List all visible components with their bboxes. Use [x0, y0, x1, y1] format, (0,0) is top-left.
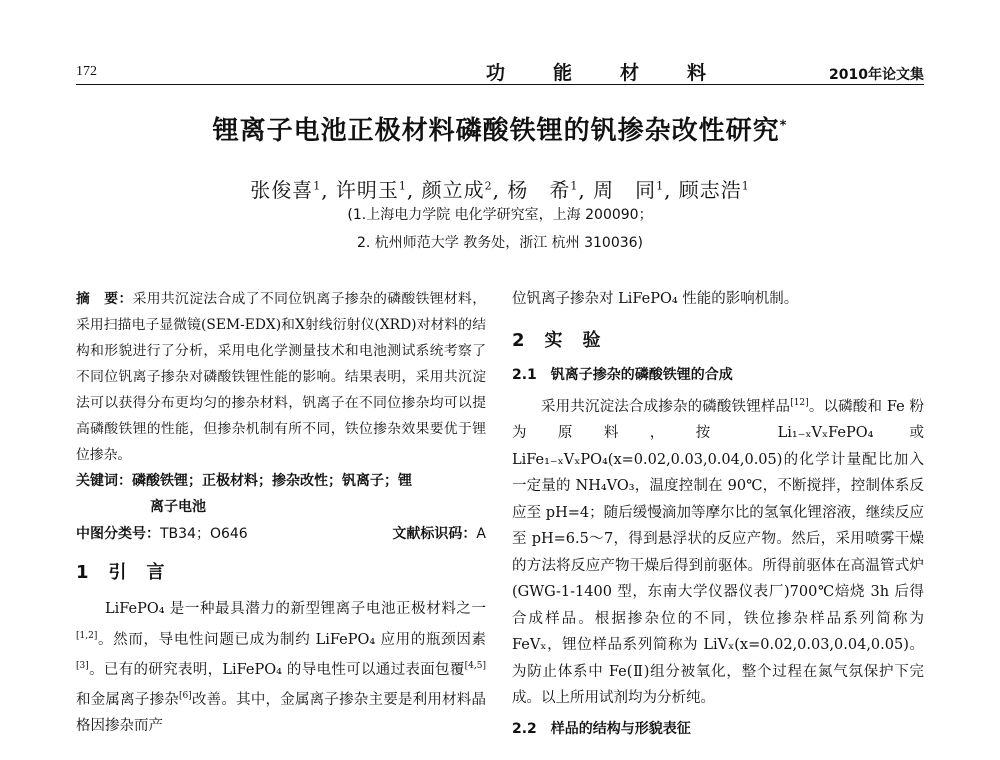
- keywords-line-2: 离子电池: [150, 499, 206, 515]
- keywords: [76, 468, 486, 520]
- author: 周 同$^1$: [593, 178, 665, 202]
- header-rule: [76, 84, 924, 85]
- subsection-2-1-heading: 2.1 钒离子掺杂的磷酸铁锂的合成: [512, 367, 733, 383]
- page-header: [76, 58, 924, 86]
- keywords-label: 关键词：: [76, 473, 132, 489]
- author-list: 张俊喜$^1$, 许明玉$^1$, 颜立成$^2$, 杨 希$^1$, 周 同$^1$, 顾志浩$^1$: [250, 178, 750, 202]
- intro-paragraph: LiFePO₄ 是一种最具潜力的新型锂离子电池正极材料之一[1,2]。然而，导电性问题已成为制约 LiFePO₄ 应用的瓶颈因素[3]。已有的研究表明，LiFePO₄ 的导电性可以通过表面包覆[4,5]和金属离子掺杂[6]改善。其中，金属离子掺杂主要是利用材料晶格因掺杂而产: [76, 601, 487, 735]
- author: 张俊喜$^1$: [250, 178, 322, 202]
- doc-code-label: 文献标识码：: [392, 526, 477, 542]
- clc-label: 中图分类号：: [76, 526, 160, 542]
- author: 颜立成$^2$: [421, 178, 493, 202]
- year-label: 2010年论文集: [829, 67, 924, 83]
- page-number: 172: [76, 64, 97, 79]
- abstract-label: 摘 要：: [76, 291, 133, 307]
- classification: [76, 520, 486, 548]
- paper-title: [0, 110, 1000, 147]
- section-2-heading: 2 实 验: [512, 330, 602, 351]
- journal-name: 功能材料: [486, 62, 755, 84]
- title-text: 锂离子电池正极材料磷酸铁锂的钒掺杂改性研究: [212, 116, 780, 146]
- author: 杨 希$^1$: [507, 178, 579, 202]
- affiliation-1: (1.上海电力学院 电化学研究室，上海 200090；: [347, 207, 653, 223]
- doc-code-value: A: [476, 526, 486, 542]
- carry-over-text: 位钒离子掺杂对 LiFePO₄ 性能的影响机制。: [512, 291, 799, 307]
- abstract: [76, 286, 486, 468]
- section-1-heading: 1 引 言: [76, 562, 166, 583]
- affiliation-2: 2. 杭州师范大学 教务处，浙江 杭州 310036): [356, 235, 644, 251]
- title-footnote-mark: *: [779, 118, 788, 134]
- author: 许明玉$^1$: [335, 178, 407, 202]
- right-column: [512, 286, 924, 744]
- subsection-2-2-heading: 2.2 样品的结构与形貌表征: [512, 720, 691, 737]
- synthesis-paragraph: 采用共沉淀法合成掺杂的磷酸铁锂样品[12]。以磷酸和 Fe 粉为原料，按 Li₁₋ₓVₓFePO₄ 或 LiFe₁₋ₓVₓPO₄(x=0.02,0.03,0.04,0.05)的化学计量配比加入一定量的 NH₄VO₃，温度控制在 90℃，不断搅拌，控制体系反应至 pH=4；随后缓慢滴加等摩尔比的氢氧化锂溶液，继续反应至 pH=6.5～7，得到悬浮状的反应产物。然后，采用喷雾干燥的方法将反应产物干燥后得到前驱体。所得前驱体在高温管式炉(GWG-1-1400 型，东南大学仪器仪表厂)700℃焙烧 3h 后得合成样品。根据掺杂位的不同，铁位掺杂样品系列简称为 FeVₓ，锂位样品系列简称为 LiVₓ(x=0.02,0.03,0.04,0.05)。为防止体系中 Fe(Ⅱ)组分被氧化，整个过程在氮气氛保护下完成。以上所用试剂均为分析纯。: [512, 398, 924, 707]
- left-column: [76, 286, 486, 740]
- keywords-line-1: 磷酸铁锂；正极材料；掺杂改性；钒离子；锂: [132, 473, 412, 489]
- abstract-text: 采用共沉淀法合成了不同位钒离子掺杂的磷酸铁锂材料，采用扫描电子显微镜(SEM-EDX)和X射线衍射仪(XRD)对材料的结构和形貌进行了分析，采用电化学测量技术和电池测试系统考察了不同位钒离子掺杂对磷酸铁锂性能的影响。结果表明，采用共沉淀法可以获得分布更均匀的掺杂材料，钒离子在不同位掺杂均可以提高磷酸铁锂的性能，但掺杂机制有所不同，铁位掺杂效果要优于锂位掺杂。: [76, 291, 487, 463]
- clc-value: TB34；O646: [160, 526, 248, 542]
- author: 顾志浩$^1$: [678, 178, 750, 202]
